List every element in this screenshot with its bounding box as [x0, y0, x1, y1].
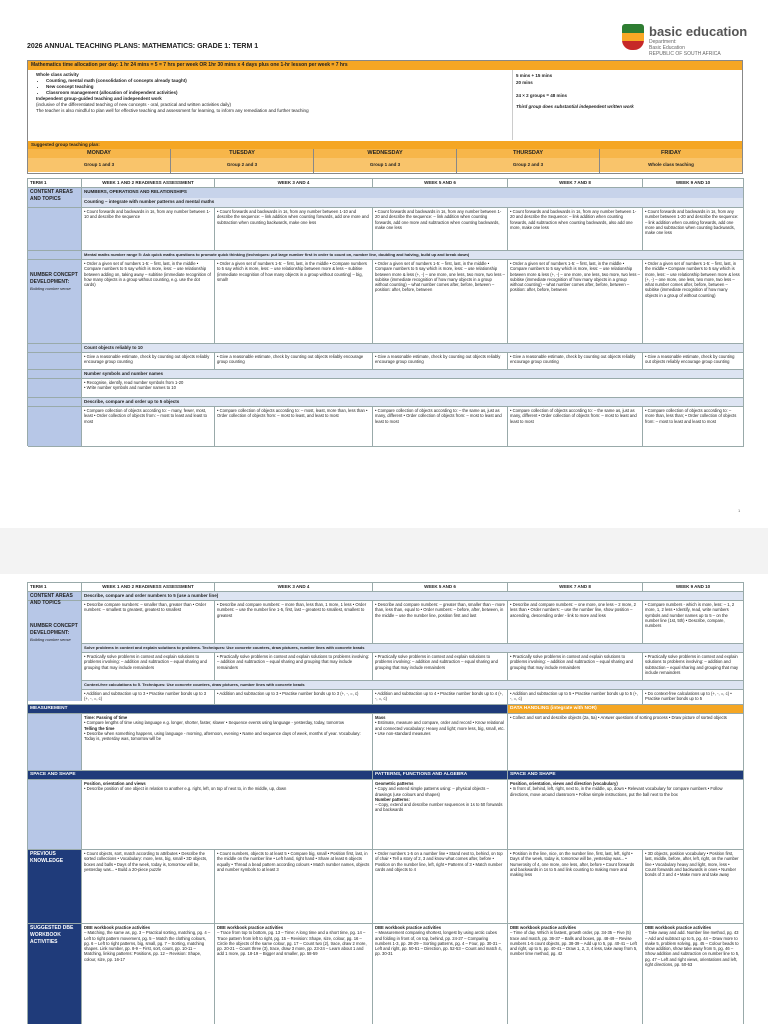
page-two — [0, 578, 768, 1024]
symbols-band: Number symbols and number names — [28, 370, 744, 379]
solve-band: Solve problems in context and explain solutions to problems. Techniques: Use concrete counters, draw pictures, number lines with concrete beads — [28, 644, 744, 653]
compare-band: Describe, compare and order up to 5 objects — [28, 398, 744, 407]
compare-row: • Compare collection of objects according to: – many, fewer, most, least • Order collection of objects from: – most to least and least to most • Compare collection of objects according to: – most, least, more than, less than • Order collection of objects from: – most to least, and least to most • Compare collection of objects according to: – the same as, just as many, different • Order collection of objects from: – most to least and least to most • Compare collection of objects according to: – the same as, just as many, different • Order collection of objects from: – most to least and least to most • Compare collection of objects according to: – more than, less than; • Order collection of objects from: – most to least and least to most — [28, 407, 744, 447]
context-free-row: • Addition and subtraction up to 3 • Practise number bonds up to 3 (+, -, =, c) • Addition and subtraction up to 3 • Practise number bonds up to 3 (+, -, =, c) • Addition and subtraction up to 4 • Practise number bonds up to 4 (+, -, =, c) • Addition and subtraction up to 5 • Practise number bonds up to 5 (+, -, =, c) • Do context-free calculations up to (+, -, =, c) • Practise number bonds up to 5 — [28, 690, 744, 705]
page-gap — [0, 528, 768, 574]
logo-dept: Department: — [649, 39, 677, 45]
allocation-header: Mathematics time allocation per day: 1 hr 24 mins = 5 = 7 hrs per week OR 1hr 30 mins x 4 days plus one 1-hr lesson per week = 7 hrs — [28, 61, 742, 70]
allocation-bullet: • Counting, mental math (consolidation of concepts already taught) — [46, 78, 500, 84]
mental-maths-band: Mental maths number range 5: Ask quick maths questions to promote quick thinking (techniques: put large number first in order to count on, number line, doubling and halving, build up and break down) — [28, 251, 744, 260]
allocation-bullet: • Classroom management (allocation of independent activities) — [46, 90, 500, 96]
time-2: 20 mins — [516, 80, 533, 85]
previous-knowledge-row: PREVIOUS KNOWLEDGE • Count objects, sort, match according to attributes • Describe the sorted collections • Vocabulary: more, less, big, small • 3D objects, boxes and balls • Days of the week, today is, tomorrow will be, yesterday was... • Build a 20-piece puzzle • Count numbers, objects to at least 5 • Compare big, small • Position first, last, in the middle on the number line • Left hand, right hand • Share at least 6 objects equally • Thread a bead pattern according colours • Match number names, objects and number symbols to at least 3 • Order numbers 1-5 on a number line • Stand next to, behind, on top of chair • Tell a story of 2, 3 and know what comes after, before • Position on the number line, left, right • Patterns of 3 • Match number cards and objects to 4 • Position in the line, nice, on the number line, first, last, left, right • Days of the week, today is, tomorrow will be, yesterday was... • Numerosity of 4, one more, one less, after, before • Count forwards and backwards in 1s to 5 and link counting to making more and making less • 3D objects, position vocabulary • Position first, last, middle, before, after, left, right, on the number line • Vocabulary heavy and light, more, less • Count forwards and backwards in ones • Number bonds of 3 and 4 • Make more and take away — [28, 850, 744, 924]
whole-class-label: Whole class activity — [36, 72, 79, 77]
inclusive-text: (inclusive of the differentiated teaching of new concepts - oral, practical and written activities daily) — [36, 102, 232, 107]
describe-band: CONTENT AREAS AND TOPICS Describe, compare and order numbers to 5 (use a number line) — [28, 592, 744, 601]
table-header-row: TERM 1 WEEK 1 AND 2 READINESS ASSESSMENT WEEK 3 AND 4 WEEK 5 AND 6 WEEK 7 AND 8 WEEK 9 AND 10 — [28, 179, 744, 188]
document-title: 2026 ANNUAL TEACHING PLANS: MATHEMATICS: GRADE 1: TERM 1 — [27, 43, 259, 50]
allocation-list — [36, 78, 500, 96]
allocation-body — [28, 70, 508, 140]
weekday-groups — [28, 149, 742, 173]
count-objects-band: Count objects reliably to 10 — [28, 344, 744, 353]
dbe-logo — [622, 24, 747, 57]
time-allocation-box — [27, 60, 743, 174]
symbols-row: • Recognise, identify, read number symbols from 1-20 • Write number symbols and number names to 10 — [28, 379, 744, 398]
independent-label: Independent group-guided teaching and independent work — [36, 96, 162, 101]
page-number: 1 — [738, 508, 741, 513]
table-header-row: TERM 1 WEEK 1 AND 2 READINESS ASSESSMENT WEEK 3 AND 4 WEEK 5 AND 6 WEEK 7 AND 8 WEEK 9 AND 10 — [28, 583, 744, 592]
mental-maths-row: NUMBER CONCEPT DEVELOPMENT: Building number sense • Order a given set of numbers 1-5: – first, last, in the middle • Compare numbers to 5 say which is more, less: – use relationship between adding on, taking away – subitise (immediate recognition of how many objects in a group without counting, e.g. use the dot cards) • Order a given set of numbers 1-5: – first, last, in the middle • Compare numbers to 5 say which is more, less: – use relationship between more & less – subitise (immediate recognition of how many objects in a group without counting) – big, small! • Order a given set of numbers 1-5: – first, last, in the middle • Compare numbers to 5 say which is more, less: – use relationship between more & less (+, -) – one more, one less, two more, two less – subitise (immediate recognition of how many objects in a group without counting) – what number comes after, before, between – position: after, before, between • Order a given set of numbers 1-5: – first, last, in the middle • Compare numbers to 5 say which is more, less: – use relationship between more & less (+, -) – one more, one less, two more, two less – subitise (immediate recognition of how many objects in a group without counting) – what number comes after, before, between – position: after, before, between • Order a given set of numbers 1-5: – first, last, in the middle • Compare numbers to 5 say which is more, less: – use relationship between more & less (+, -) – one more, one less, two more, two less – what number comes after, before, between – subitise (immediate recognition of how many objects in a group of without counting) — [28, 260, 744, 344]
count-objects-row: • Give a reasonable estimate, check by counting out objects reliably encourage group counting • Give a reasonable estimate, check by counting out objects reliably encourage group counting • Give a reasonable estimate, check by counting out objects reliably encourage group counting • Give a reasonable estimate, check by counting out objects reliably encourage group counting • Give a reasonable estimate, check by counting out objects reliably encourage group counting — [28, 353, 744, 370]
time-3: 24 × 2 groups = 48 mins — [516, 93, 568, 98]
allocation-times — [512, 70, 743, 140]
day-monday: MONDAY Group 1 and 3 — [28, 149, 171, 173]
day-wednesday: WEDNESDAY Group 1 and 3 — [314, 149, 457, 173]
day-thursday: THURSDAY Group 2 and 3 — [457, 149, 600, 173]
measurement-band: MEASUREMENT DATA HANDLING (integrate with NOR) — [28, 705, 744, 714]
measurement-row: Time: Passing of time • Compare lengths of time using language e.g. longer, shorter, faster, slower • Sequence events using language - yesterday, today, tomorrow Telling the time • Describe when something happens, using language - morning, afternoon, evening • Name and sequence days of week, months of year. Vocabulary: Today is, yesterday was, tomorrow will be Mass • Estimate, measure and compare, order and record • Know relational and connected vocabulary: Heavy and light; more less, big, small, etc. • Use non-standard measures • Collect and sort and describe objects (2a, 5a) • Answer questions of sorting process • Draw picture of sorted objects — [28, 714, 744, 771]
content-areas-row: CONTENT AREAS AND TOPICS NUMBERS, OPERATIONS AND RELATIONSHIPS Counting – integrate with number patterns and mental maths — [28, 188, 744, 208]
solve-row: • Practically solve problems in context and explain solutions to problems involving: – addition and subtraction – equal sharing and grouping that may include remainders • Practically solve problems in context and explain solutions to problems involving: – addition and subtraction – equal sharing and grouping that may include remainders • Practically solve problems in context and explain solutions to problems involving: – addition and subtraction – equal sharing and grouping that may include remainders • Practically solve problems in context and explain solutions to problems involving: – addition and subtraction – equal sharing and grouping that may include remainders • Practically solve problems in context and explain solutions to problems involving: – addition and subtraction – equal sharing and grouping that may include remainders — [28, 653, 744, 681]
time-4: Third group does substantial independent written work — [516, 104, 634, 109]
day-tuesday: TUESDAY Group 2 and 3 — [171, 149, 314, 173]
day-friday: FRIDAY Whole class teaching — [600, 149, 742, 173]
suggested-plan-label: Suggested group teaching plan: — [28, 141, 742, 149]
term-table-page-1 — [27, 178, 744, 446]
ncd-sub: Building number sense — [30, 286, 71, 291]
mindful-text: The teacher is also mindful to plan well for effective teaching and assessment for learning, to inform any remediation and further teaching — [36, 108, 309, 113]
context-free-band: Context-free calculations to 5. Techniques: Use concrete counters, draw pictures, number lines with concrete beads — [28, 681, 744, 690]
ncd-label: NUMBER CONCEPT DEVELOPMENT: — [30, 272, 78, 285]
term-table-page-2 — [27, 582, 744, 1024]
logo-sub: Basic Education — [649, 45, 685, 51]
allocation-bullet: • New concept teaching — [46, 84, 500, 90]
counting-row: • Count forwards and backwards in 1s, from any number between 1-10 and describe the sequence • Count forwards and backwards in 1s, from any number between 1-10 and describe the sequence: – link addition when counting forwards, add one more and subtraction when counting backwards, make one less • Count forwards and backwards in 1s, from any number between 1-20 and describe the sequence: – link addition when counting forwards, add one more and subtraction when counting backwards, make one less • Count forwards and backwards in 1s, from any number between 1-20 and describe the Sequence: – link addition when counting forwards, add subtraction when counting backwards, also add one more, make one less • Count forwards and backwards in 1s, from any number between 1-20 and describe the sequence: – link addition when counting forwards, add one more and subtraction when counting backwards, make one less — [28, 208, 744, 251]
space-band: SPACE AND SHAPE PATTERNS, FUNCTIONS AND ALGEBRA SPACE AND SHAPE — [28, 771, 744, 780]
describe-row: NUMBER CONCEPT DEVELOPMENT: Building number sense • Describe compare numbers: – smaller than, greater than • Order numbers: – smallest to greatest, greatest to smallest • Describe and compare numbers: – more than, less than, 1 more, 1 less • Order numbers: – use the number line 1-5, first, last – greatest to smallest, smallest to greatest • Describe and compare numbers: – greater than, smaller than – more than, less than, equal to • Order numbers: – before, after, between, in the middle – use the number line, position first and last • Describe and compare numbers: – one more, one less – 2 more, 2 less than • Order numbers: – use the number line, show position – ascending, descending order - link to more and less • Compare numbers - which is more, less: – 1, 2 more, 1, 2 less • Identify, read, write numbers symbols and number names up to 5 – on the number line (1st, 5th) • Describe, compare, numbers — [28, 601, 744, 644]
logo-country: REPUBLIC OF SOUTH AFRICA — [649, 51, 721, 57]
time-1: 5 mins + 15 mins — [516, 73, 553, 78]
coat-of-arms-icon — [622, 24, 644, 50]
space-row: Position, orientation and views • Describe position of one object in relation to another e.g. right, left, on top of next to, in the middle, up, down Geometric patterns • Copy and extend simple patterns using: – physical objects – drawings (use colours and shapes) Number patterns: – Copy, extend and describe number sequences in 1s to 50 forwards and backwards Position, orientation, views and direction (vocabulary) • In front of, behind, left, right, next to, in the middle, up, down • Relevant vocabulary for compare numbers • Follow directions, move around classroom • Follow simple instructions, put the ball next to the box — [28, 780, 744, 850]
logo-brand: basic education — [649, 24, 748, 39]
workbook-row: SUGGESTED DBE WORKBOOK ACTIVITIES DBE workbook practice activities – Matching, the same as, pg. 3 – Practical sorting, matching, pg. 4 – Left to right pattern movement, pg. 5 – Match the clothing colours, pg. 6 – Left to right patterns, big, small, pg. 7 – Sorting, matching shapes. Link number, pp. 8-9 – First, sort, count, pp. 10-11 – Matching, linking patterns: Positions, pp. 12 – Revision: Shape, colour, size, pp. 16-17 DBE workbook practice activities – Trace from top to bottom, pg. 13 – Time: A long time and a short time, pg. 14 – Trace pattern from left to right, pg. 15 – Revision: Shape, size, colour, pg. 16 – Circle the objects of the same colour, pg. 17 – Count two (2), trace, draw 2 more, pp. 20-21 – Count three (3), trace, draw 3 more, pp. 23-24 – Learn about 1 and add 1 more, pp. 18-19 – Bigger and smaller, pp. 58-59 DBE workbook practice activities – Measurement comparing shortest, longest by using arctic cubes and folding in front of, on top, behind, pp. 24-27 – Comparing numbers 1-3, pp. 28-29 – Sorting patterns, pg. 4 – Four, pp. 30-31 – Left and right, pp. 50-51 – Direction, pp. 52-53 – Count and match 4, pp. 30-31 DBE workbook practice activities – Time of day. Which is fastest, growth order, pp. 34-35 – Five (5) trace and match, pp. 36-37 – Balls and boxes, pp. 48-49 – Revise numbers 1-5 count objects, pp. 38-39 – Add up to 5, pp. 40-41 – Left and right, up to 5, pp. 40-41 – Draw 1, 2, 3, 4 less, take away from 5, number time method, pg. 42 DBE workbook practice activities – Take away and add. Number line method, pg. 43 – Add and subtract up to 5, pg. 44 – Draw more to make 5, problem solving, pg. 45 – Colour beads to show addition, show take away from 5, pg. 46 – Show addition and subtraction on number line to 5, pg. 47 – Left and right views, orientations and left, right directions, pp. 50-53 — [28, 924, 744, 1024]
